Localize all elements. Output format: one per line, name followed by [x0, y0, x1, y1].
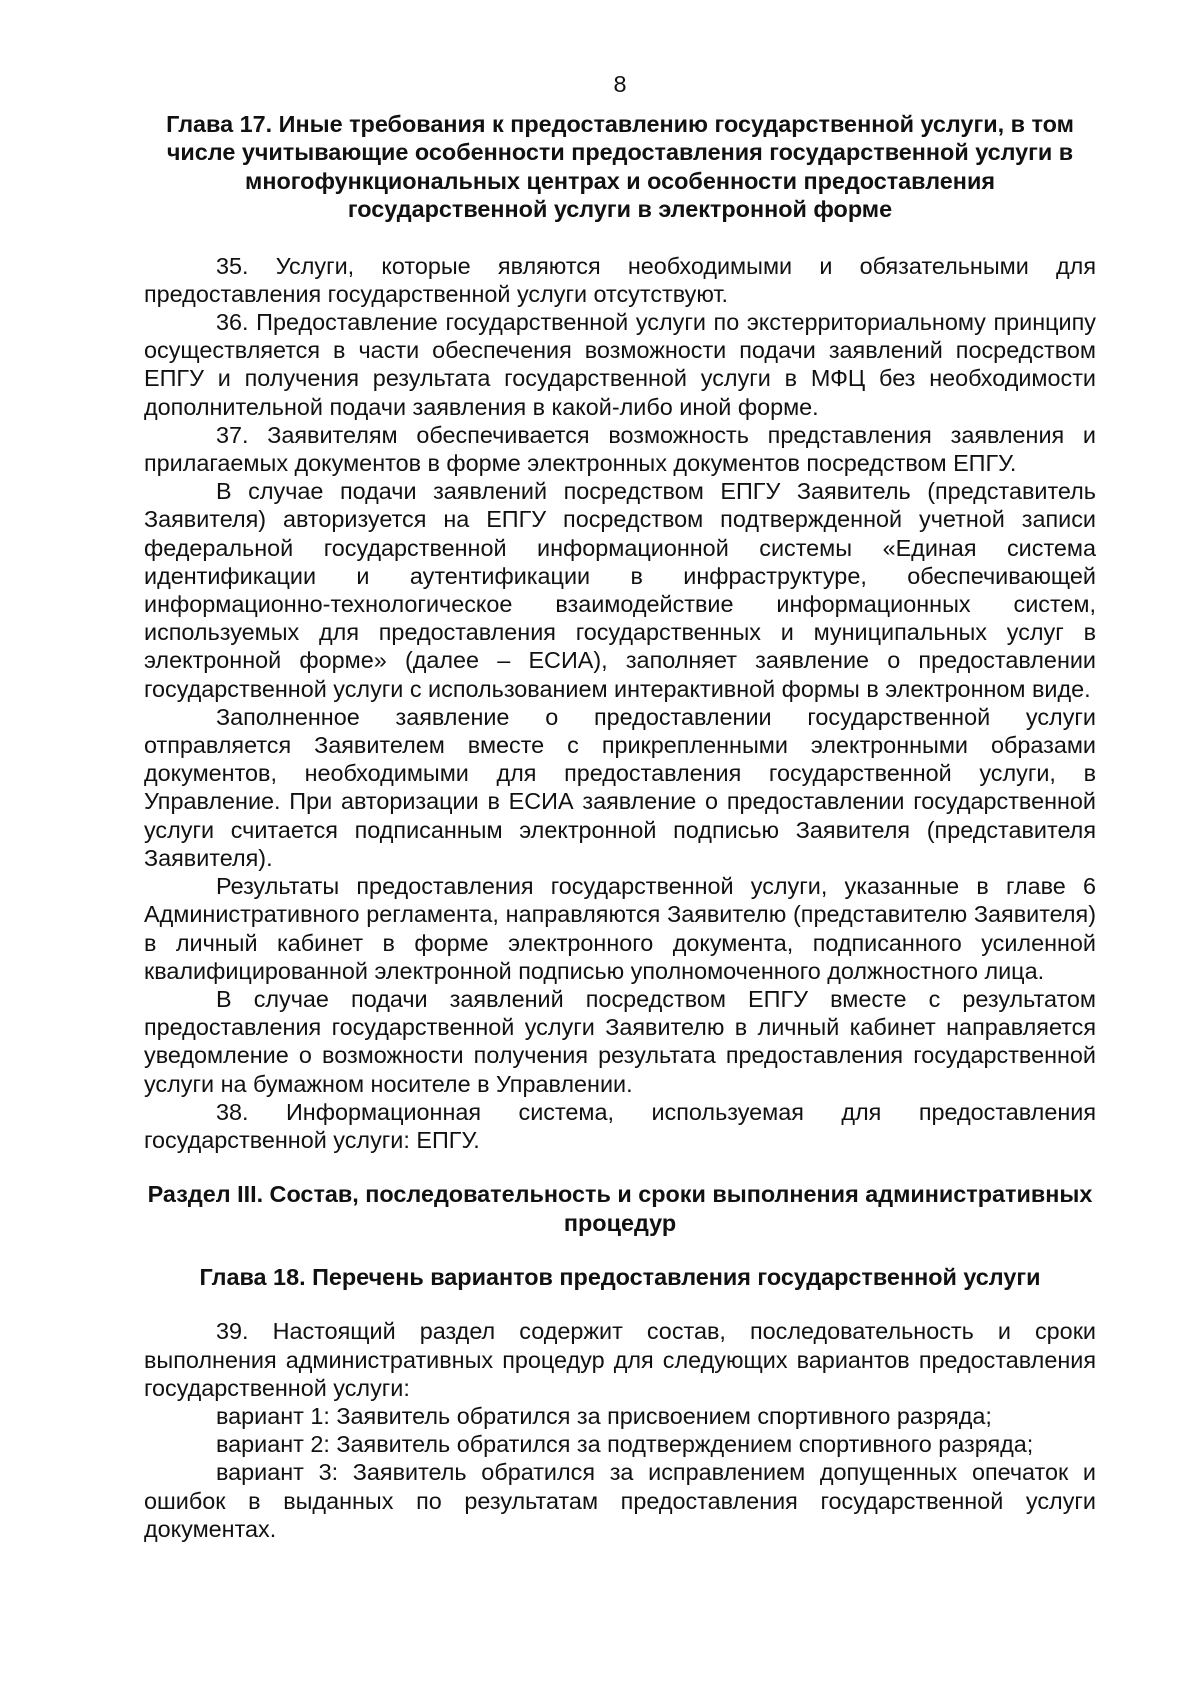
chapter-18-heading: Глава 18. Перечень вариантов предоставления государственной услуги [199, 1263, 1041, 1290]
paragraph-37-paper-notification: В случае подачи заявлений посредством ЕПГУ вместе с результатом предоставления государственной услуги Заявителю в личный кабинет направляется уведомление о возможности получения результата предоставления государственной услуги на бумажном носителе в Управлении. [144, 985, 1096, 1097]
variant-3-item: вариант 3: Заявитель обратился за исправлением допущенных опечаток и ошибок в выданных по результатам предоставления государственной услуги документах. [144, 1459, 1096, 1542]
paragraph-39: 39. Настоящий раздел содержит состав, последовательность и сроки выполнения административных процедур для следующих вариантов предоставления государственной услуги: [144, 1318, 1096, 1401]
section-3-heading: Раздел III. Состав, последовательность и сроки выполнения административных процедур [147, 1181, 1093, 1236]
chapter-17-body [144, 252, 1096, 1155]
variant-1-item: вариант 1: Заявитель обратился за присвоением спортивного разряда; [216, 1402, 992, 1429]
paragraph-36: 36. Предоставление государственной услуги по экстерриториальному принципу осуществляется в части обеспечения возможности подачи заявлений посредством ЕПГУ и получения результата государственной услуги в МФЦ без необходимости дополнительной подачи заявления в какой-либо иной форме. [144, 309, 1096, 420]
paragraph-37-application-submission: Заполненное заявление о предоставлении государственной услуги отправляется Заявителем вместе с прикрепленными электронными образами документов, необходимыми для предоставления государственной услуги, в Управление. При авторизации в ЕСИА заявление о предоставлении государственной услуги считается подписанным электронной подписью Заявителя (представителя Заявителя). [144, 703, 1096, 871]
chapter-17-heading: Глава 17. Иные требования к предоставлению государственной услуги, в том числе учитывающие особенности предоставления государственной услуги в многофункциональных центрах и особенности предоставления государственной услуги в электронной форме [166, 111, 1074, 223]
paragraph-37-epgu-authorization: В случае подачи заявлений посредством ЕПГУ Заявитель (представитель Заявителя) авторизуется на ЕПГУ посредством подтвержденной учетной записи федеральной государственной информационной системы «Единая система идентификации и аутентификации в инфраструктуре, обеспечивающей информационно-технологическое взаимодействие информационных систем, используемых для предоставления государственных и муниципальных услуг в электронной форме» (далее – ЕСИА), заполняет заявление о предоставлении государственной услуги с использованием интерактивной формы в электронном виде. [144, 478, 1096, 702]
chapter-18-body [144, 1317, 1096, 1543]
paragraph-37-results-delivery: Результаты предоставления государственной услуги, указанные в главе 6 Административного регламента, направляются Заявителю (представителю Заявителя) в личный кабинет в форме электронного документа, подписанного усиленной квалифицированной электронной подписью уполномоченного должностного лица. [144, 873, 1096, 984]
paragraph-35: 35. Услуги, которые являются необходимыми и обязательными для предоставления государственной услуги отсутствуют. [144, 252, 1096, 307]
variant-2-item: вариант 2: Заявитель обратился за подтверждением спортивного разряда; [216, 1431, 1034, 1458]
paragraph-37: 37. Заявителям обеспечивается возможность представления заявления и прилагаемых документов в форме электронных документов посредством ЕПГУ. [144, 421, 1096, 477]
paragraph-38: 38. Информационная система, используемая для предоставления государственной услуги: ЕПГУ. [144, 1098, 1096, 1153]
page-number: 8 [613, 71, 627, 97]
